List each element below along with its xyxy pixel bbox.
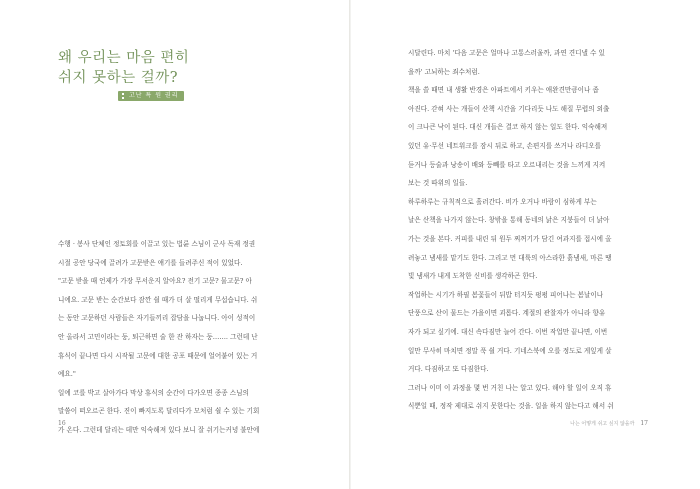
text-line: 거다. 다짐하고 또 다짐한다. [408,365,489,374]
text-line: 일만 무사히 마치면 정말 푹 쉴 거다. 기네스북에 오를 정도로 게잎게 살 [408,346,612,355]
text-line: 시달린다. 마치 '다음 고문은 얼마나 고통스러울까, 과연 견디낼 수 있 [408,49,605,57]
text-line: 휴식이 끝나면 다시 시작될 고문에 대한 공포 때문에 얼어붙어 있는 거 [58,351,258,360]
text-line: 가는 것을 본다. 커피를 내린 뒤 원두 찌꺼기가 담긴 여과지를 접시에 올 [408,234,612,243]
text-line: 빛 냄새가 내게 도착한 신비를 생각하곤 한다. [408,272,538,281]
text-line: 을까' 고뇌하는 죄수처럼. [408,67,480,76]
section-tag-label: 고난 특 원 권리 [129,92,179,99]
tag-dots-icon [122,93,126,99]
text-line: 날은 산책을 나가지 않는다. 창밖을 통해 동네의 낡은 지붕들이 더 낡아 [408,216,610,225]
text-line: 이 크나큰 낙이 된다. 대신 개들은 결코 하지 않는 일도 한다. 익숙해져 [408,123,608,132]
text-line: 보는 것 따위의 일들. [408,179,468,188]
text-line: 려놓고 냄새를 맡기도 한다. 그리고 먼 대륙의 아스라한 흙냄새, 마른 땡 [408,253,612,262]
text-line: 단풍으로 산이 물드는 가을이면 괴롭다. 계절의 관찰자가 아니라 향유 [408,309,606,318]
text-line: 그러나 이미 이 과정을 몇 번 거친 나는 알고 있다. 해야 할 일이 오직 휴 [408,383,612,392]
body-text [408,44,648,416]
page-number: 16 [58,420,66,427]
paragraph [408,286,648,379]
text-line: 안 올라서 고민이라는 둥, 퇴근하면 술 한 잔 하자는 둥……. 그런데 난 [58,332,258,341]
text-line: 책을 쓸 때면 내 생활 반경은 아파트에서 키우는 애완견만큼이나 좁 [408,86,599,95]
text-line: 말씀이 떠오르곤 한다. 진이 빠지도록 달리다가 모처럼 쉴 수 있는 기회 [58,407,260,416]
paragraph [408,81,648,193]
text-line: 듣거나 등술과 낭송이 배와 등빼를 타고 오르내리는 것을 느끼게 지켜 [408,160,606,169]
paragraph [408,379,648,416]
text-line: 는 동안 고문하던 사람들은 자기들끼리 잡담을 나눕니다. 아이 성적이 [58,314,256,323]
text-line: 예요." [58,370,76,379]
text-line: 하루하루는 규칙적으로 흘러간다. 비가 오거나 바람이 심하게 부는 [408,197,597,206]
text-line: "고문 받을 때 언제가 가장 무서운지 알아요? 전기 고문? 물고문? 아 [58,277,252,286]
text-line: 니에요. 고문 받는 순간보다 잠깐 쉴 때가 더 살 떨리게 무섭습니다. 쉬 [58,295,258,304]
text-line: 자가 되고 싶기에. 대신 속다짐만 늘어 간다. 이번 작업만 끝나면, 이번 [408,327,608,336]
chapter-title-line: 쉬지 못하는 걸까? [58,70,179,86]
paragraph [408,193,648,286]
paragraph [58,384,290,440]
text-line: 가 온다. 그런데 달리는 데만 익숙해져 있다 보니 잘 쉬기는커녕 불안에 [58,425,260,434]
right-page [351,0,700,489]
left-page [0,0,349,489]
chapter-title [58,48,189,88]
text-line: 작업하는 시기가 하필 봄꽃들이 뒤밥 터지듯 펑펑 피어나는 봄날이나 [408,290,604,299]
text-line: 있던 유·무선 네트워크를 잠시 뒤로 하고, 손편지를 쓰거나 라디오를 [408,141,601,150]
text-line: 아진다. 갇혀 사는 개들이 산책 시간을 기다리듯 나도 해질 무렵의 외출 [408,104,610,113]
text-line: 일에 코를 박고 살아가다 막상 휴식의 순간이 다가오면 종종 스님의 [58,388,249,397]
text-line: 시절 공안 당국에 끌려가 고문받은 얘기를 들려주신 적이 있었다. [58,258,243,267]
body-text [58,235,290,440]
paragraph [408,44,648,81]
text-line: 수행 · 봉사 단체인 정토회를 이끌고 있는 법륜 스님이 군사 독재 정권 [58,240,256,248]
paragraph [58,235,290,384]
page-number: 17 [640,420,648,427]
text-line: 식뿐일 때, 정작 제대로 쉬지 못한다는 것을. 일을 하지 않는다고 해서 쉬 [408,402,614,411]
chapter-title-line: 왜 우리는 마음 편히 [58,50,190,66]
running-header: 나는 어떻게 쉬고 싶지 않을까 [570,421,635,427]
section-tag [118,91,184,101]
page-footer [570,419,648,429]
